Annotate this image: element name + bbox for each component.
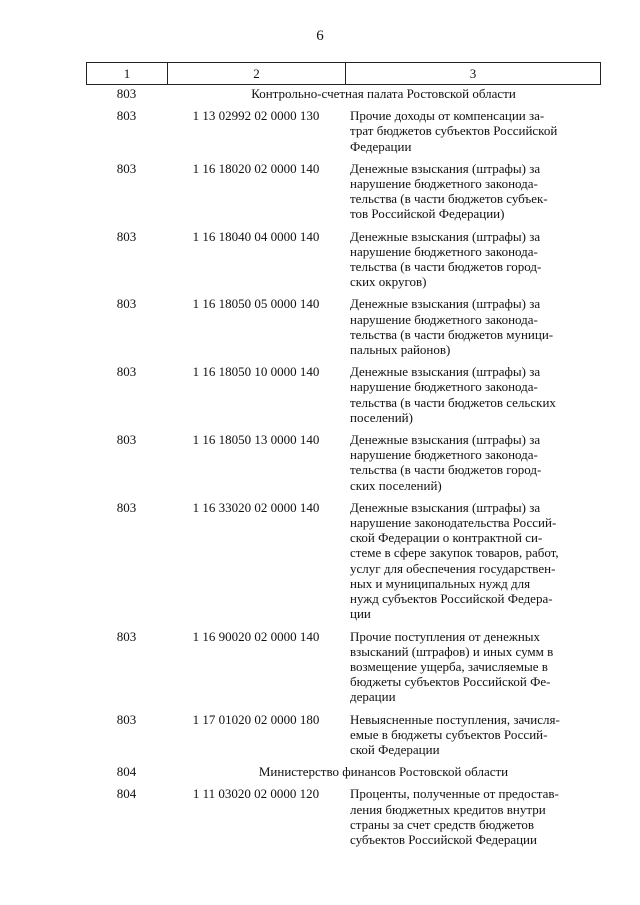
administrator-code: 803 — [116, 296, 137, 312]
table-row — [86, 161, 600, 222]
description-line: Невыясненные поступления, зачисля- — [350, 711, 560, 727]
revenue-code: 1 16 90020 02 0000 140 — [192, 628, 320, 644]
description-line: ских округов) — [350, 274, 427, 290]
description-line: тельства (в части бюджетов город- — [350, 462, 542, 478]
description-line: ской Федерации о контрактной си- — [350, 530, 543, 546]
description-line: тов Российской Федерации) — [350, 206, 505, 222]
description-line: взысканий (штрафов) и иных сумм в — [350, 643, 554, 659]
revenue-code: 1 17 01020 02 0000 180 — [192, 711, 320, 727]
revenue-description — [345, 432, 598, 493]
table-row — [86, 364, 600, 425]
description-line: ления бюджетных кредитов внутри — [350, 801, 546, 817]
description-line: возмещение ущерба, зачисляемые в — [350, 658, 548, 674]
section-heading-row — [86, 764, 600, 779]
revenue-code: 1 16 18050 13 0000 140 — [192, 432, 320, 448]
description-line: Денежные взыскания (штрафы) за — [350, 296, 541, 312]
section-title: Министерство финансов Ростовской области — [258, 764, 509, 780]
description-line: дерации — [350, 689, 396, 705]
administrator-code: 803 — [116, 499, 137, 515]
revenue-description — [345, 108, 598, 154]
section-heading-row — [86, 86, 600, 101]
revenue-code: 1 16 18040 04 0000 140 — [192, 228, 320, 244]
column-header-table — [86, 62, 601, 85]
description-line: Прочие доходы от компенсации за- — [350, 108, 545, 124]
revenue-codes-list — [86, 86, 600, 854]
table-row — [86, 629, 600, 705]
description-line: ской Федерации — [350, 741, 440, 757]
revenue-code: 1 16 18050 05 0000 140 — [192, 296, 320, 312]
description-line: тельства (в части бюджетов муници- — [350, 326, 554, 342]
description-line: нарушение бюджетного законода- — [350, 379, 538, 395]
section-title: Контрольно-счетная палата Ростовской области — [251, 86, 516, 101]
description-line: нарушение бюджетного законода- — [350, 176, 538, 192]
administrator-code: 803 — [116, 108, 137, 124]
table-row — [86, 786, 600, 847]
page-number: 6 — [316, 28, 324, 44]
revenue-description — [345, 500, 598, 622]
column-header-3: 3 — [346, 63, 601, 85]
administrator-code: 803 — [116, 628, 137, 644]
revenue-description — [345, 161, 598, 222]
administrator-code: 803 — [116, 364, 137, 380]
column-header-1: 1 — [87, 63, 168, 85]
description-line: емые в бюджеты субъектов Россий- — [350, 726, 548, 742]
revenue-description — [345, 364, 598, 425]
table-row — [86, 432, 600, 493]
description-line: пальных районов) — [350, 342, 451, 358]
revenue-code: 1 16 18020 02 0000 140 — [192, 160, 320, 176]
description-line: Денежные взыскания (штрафы) за — [350, 160, 541, 176]
description-line: Проценты, полученные от предостав- — [350, 786, 559, 802]
column-header-row — [87, 63, 601, 85]
table-row — [86, 500, 600, 622]
revenue-description — [345, 712, 598, 758]
administrator-code: 803 — [116, 160, 137, 176]
table-row — [86, 108, 600, 154]
description-line: поселений) — [350, 409, 413, 425]
revenue-code: 1 16 18050 10 0000 140 — [192, 364, 320, 380]
description-line: ции — [350, 606, 371, 622]
description-line: тельства (в части бюджетов субъек- — [350, 191, 548, 207]
administrator-code: 804 — [116, 786, 137, 802]
administrator-code: 803 — [116, 228, 137, 244]
table-row — [86, 229, 600, 290]
description-line: нарушение бюджетного законода- — [350, 447, 538, 463]
description-line: нарушение бюджетного законода- — [350, 311, 538, 327]
description-line: Федерации — [350, 138, 412, 154]
revenue-description — [345, 296, 598, 357]
description-line: услуг для обеспечения государствен- — [350, 560, 556, 576]
description-line: стеме в сфере закупок товаров, работ, — [350, 545, 559, 561]
description-line: Денежные взыскания (штрафы) за — [350, 432, 541, 448]
administrator-code: 803 — [116, 86, 137, 101]
description-line: нарушение бюджетного законода- — [350, 243, 538, 259]
description-line: нарушение законодательства Россий- — [350, 515, 557, 531]
table-row — [86, 296, 600, 357]
table-row — [86, 712, 600, 758]
description-line: Прочие поступления от денежных — [350, 628, 541, 644]
revenue-code: 1 11 03020 02 0000 120 — [192, 786, 320, 802]
revenue-description — [345, 786, 598, 847]
description-line: трат бюджетов субъектов Российской — [350, 123, 558, 139]
description-line: нужд субъектов Российской Федера- — [350, 591, 553, 607]
description-line: страны за счет средств бюджетов — [350, 816, 535, 832]
revenue-code: 1 13 02992 02 0000 130 — [192, 108, 320, 124]
administrator-code: 804 — [116, 764, 137, 780]
description-line: тельства (в части бюджетов сельских — [350, 394, 556, 410]
description-line: ных и муниципальных нужд для — [350, 575, 531, 591]
description-line: бюджеты субъектов Российской Фе- — [350, 674, 551, 690]
administrator-code: 803 — [116, 432, 137, 448]
description-line: субъектов Российской Федерации — [350, 831, 537, 847]
description-line: тельства (в части бюджетов город- — [350, 259, 542, 275]
description-line: Денежные взыскания (штрафы) за — [350, 228, 541, 244]
column-header-2: 2 — [168, 63, 346, 85]
description-line: Денежные взыскания (штрафы) за — [350, 364, 541, 380]
description-line: ских поселений) — [350, 477, 442, 493]
revenue-description — [345, 229, 598, 290]
administrator-code: 803 — [116, 711, 137, 727]
revenue-description — [345, 629, 598, 705]
description-line: Денежные взыскания (штрафы) за — [350, 499, 541, 515]
revenue-code: 1 16 33020 02 0000 140 — [192, 499, 320, 515]
